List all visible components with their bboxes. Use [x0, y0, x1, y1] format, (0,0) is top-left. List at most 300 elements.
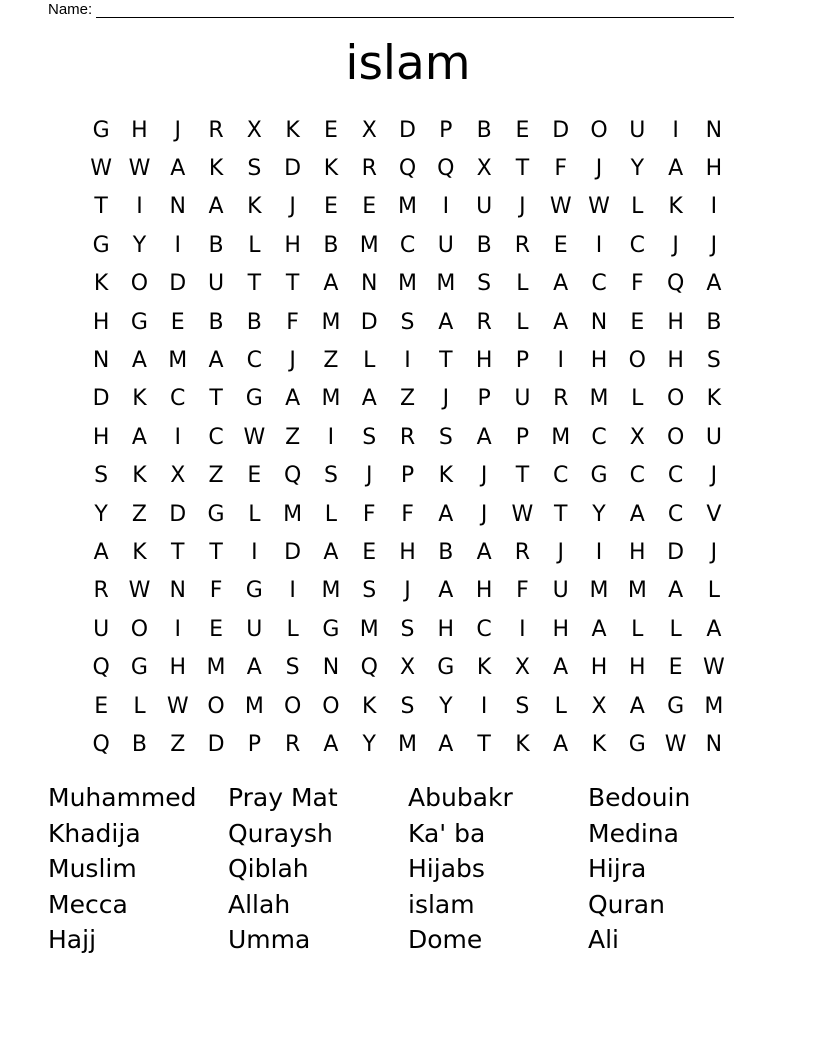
grid-letter[interactable]: E: [247, 463, 262, 489]
grid-letter[interactable]: Q: [398, 156, 417, 182]
grid-letter[interactable]: A: [553, 271, 569, 297]
grid-letter[interactable]: B: [208, 309, 224, 335]
grid-letter[interactable]: I: [480, 693, 488, 719]
grid-letter[interactable]: G: [628, 731, 646, 757]
grid-letter[interactable]: C: [591, 271, 607, 297]
grid-letter[interactable]: O: [590, 117, 608, 143]
grid-letter[interactable]: I: [672, 117, 679, 143]
grid-letter[interactable]: J: [174, 117, 181, 143]
grid-letter[interactable]: I: [289, 578, 296, 604]
grid-letter[interactable]: A: [323, 731, 339, 757]
grid-letter[interactable]: G: [207, 501, 225, 527]
grid-letter[interactable]: Z: [323, 348, 339, 374]
grid-letter[interactable]: I: [710, 194, 718, 220]
grid-letter[interactable]: E: [362, 539, 377, 565]
grid-letter[interactable]: K: [515, 731, 530, 757]
grid-letter[interactable]: V: [706, 501, 722, 527]
grid-letter[interactable]: S: [362, 424, 377, 450]
grid-letter[interactable]: M: [168, 348, 188, 374]
grid-letter[interactable]: H: [629, 539, 646, 565]
grid-letter[interactable]: A: [438, 578, 454, 604]
grid-letter[interactable]: H: [705, 156, 723, 182]
grid-letter[interactable]: L: [363, 348, 376, 374]
grid-letter[interactable]: Q: [92, 655, 110, 681]
grid-letter[interactable]: W: [549, 194, 572, 220]
grid-letter[interactable]: E: [209, 616, 223, 642]
grid-letter[interactable]: L: [631, 194, 644, 220]
grid-letter[interactable]: F: [554, 156, 568, 182]
grid-letter[interactable]: F: [630, 271, 644, 297]
grid-letter[interactable]: U: [552, 578, 569, 604]
grid-letter[interactable]: A: [131, 348, 147, 374]
grid-letter[interactable]: H: [437, 616, 455, 642]
grid-letter[interactable]: A: [629, 693, 645, 719]
grid-letter[interactable]: M: [321, 578, 341, 604]
grid-letter[interactable]: X: [399, 655, 416, 681]
grid-letter[interactable]: L: [516, 309, 529, 335]
grid-letter[interactable]: H: [92, 424, 110, 450]
grid-letter[interactable]: N: [705, 117, 723, 143]
grid-letter[interactable]: L: [324, 501, 338, 527]
grid-letter[interactable]: W: [664, 731, 687, 757]
grid-letter[interactable]: A: [131, 424, 147, 450]
grid-letter[interactable]: A: [246, 655, 262, 681]
grid-letter[interactable]: I: [327, 424, 335, 450]
word-list-item: Mecca: [48, 889, 128, 919]
grid-letter[interactable]: Y: [94, 501, 108, 527]
name-blank-line[interactable]: [96, 3, 734, 18]
grid-letter[interactable]: E: [323, 194, 338, 220]
grid-letter[interactable]: X: [476, 156, 492, 182]
grid-letter[interactable]: J: [710, 463, 718, 489]
grid-letter[interactable]: I: [174, 616, 181, 642]
grid-letter[interactable]: E: [515, 117, 530, 143]
grid-letter[interactable]: Z: [285, 424, 301, 450]
grid-letter[interactable]: R: [553, 386, 569, 412]
grid-letter[interactable]: Q: [283, 463, 302, 489]
grid-letter[interactable]: A: [476, 539, 492, 565]
grid-letter[interactable]: I: [519, 616, 526, 642]
grid-letter[interactable]: N: [169, 194, 186, 220]
grid-letter[interactable]: Y: [439, 693, 453, 719]
grid-letter[interactable]: L: [707, 578, 721, 604]
grid-letter[interactable]: D: [284, 156, 302, 182]
grid-letter[interactable]: Q: [666, 271, 685, 297]
grid-letter[interactable]: A: [706, 271, 722, 297]
grid-letter[interactable]: T: [94, 194, 108, 220]
grid-letter[interactable]: D: [399, 117, 416, 143]
grid-letter[interactable]: H: [629, 655, 646, 681]
grid-letter[interactable]: M: [359, 232, 379, 258]
grid-letter[interactable]: T: [209, 386, 223, 412]
grid-letter[interactable]: C: [476, 616, 492, 642]
grid-letter[interactable]: S: [323, 463, 338, 489]
grid-letter[interactable]: U: [629, 117, 646, 143]
grid-letter[interactable]: K: [668, 194, 683, 220]
grid-letter[interactable]: J: [519, 194, 526, 220]
grid-letter[interactable]: Y: [630, 156, 645, 182]
grid-letter[interactable]: D: [169, 501, 187, 527]
grid-letter[interactable]: B: [476, 117, 492, 143]
grid-letter[interactable]: B: [246, 309, 262, 335]
word-list-item: Ali: [588, 925, 619, 955]
grid-letter[interactable]: O: [283, 693, 302, 719]
grid-letter[interactable]: A: [361, 386, 377, 412]
grid-letter[interactable]: I: [136, 194, 143, 220]
grid-letter[interactable]: U: [207, 271, 225, 297]
grid-letter[interactable]: G: [245, 386, 263, 412]
grid-letter[interactable]: J: [557, 539, 564, 565]
grid-letter[interactable]: L: [248, 501, 261, 527]
word-list-item: Hajj: [48, 925, 97, 955]
grid-letter[interactable]: D: [207, 731, 225, 757]
grid-letter[interactable]: X: [361, 117, 377, 143]
grid-letter[interactable]: C: [591, 424, 607, 450]
grid-letter[interactable]: M: [398, 731, 418, 757]
grid-letter[interactable]: O: [130, 616, 149, 642]
grid-letter[interactable]: W: [511, 501, 534, 527]
grid-letter[interactable]: M: [321, 386, 341, 412]
grid-letter[interactable]: H: [590, 655, 608, 681]
grid-letter[interactable]: J: [672, 232, 679, 258]
grid-letter[interactable]: M: [551, 424, 571, 450]
grid-letter[interactable]: K: [132, 386, 147, 412]
grid-letter[interactable]: A: [323, 539, 339, 565]
grid-letter[interactable]: R: [208, 117, 224, 143]
grid-letter[interactable]: K: [93, 271, 109, 297]
grid-letter[interactable]: Y: [592, 501, 606, 527]
grid-letter[interactable]: T: [515, 463, 530, 489]
grid-letter[interactable]: Z: [208, 463, 224, 489]
grid-letter[interactable]: Z: [399, 386, 416, 412]
grid-letter[interactable]: P: [515, 424, 530, 450]
grid-letter[interactable]: Z: [131, 501, 147, 527]
grid-letter[interactable]: C: [553, 463, 569, 489]
grid-letter[interactable]: R: [514, 232, 531, 258]
grid-letter[interactable]: P: [515, 348, 530, 374]
grid-letter[interactable]: W: [588, 194, 610, 220]
grid-letter[interactable]: T: [209, 539, 223, 565]
grid-letter[interactable]: G: [667, 693, 685, 719]
grid-letter[interactable]: C: [667, 463, 684, 489]
grid-letter[interactable]: C: [170, 386, 186, 412]
grid-letter[interactable]: W: [128, 578, 151, 604]
word-list-item: Bedouin: [588, 783, 691, 812]
grid-letter[interactable]: K: [285, 117, 300, 143]
grid-letter[interactable]: F: [401, 501, 414, 527]
grid-letter[interactable]: I: [595, 539, 603, 565]
grid-letter[interactable]: W: [90, 156, 113, 182]
grid-letter[interactable]: B: [131, 731, 147, 757]
grid-letter[interactable]: P: [400, 463, 415, 489]
grid-letter[interactable]: T: [171, 539, 185, 565]
grid-letter[interactable]: G: [92, 232, 110, 258]
grid-letter[interactable]: B: [208, 232, 224, 258]
grid-letter[interactable]: A: [323, 271, 339, 297]
grid-letter[interactable]: G: [245, 578, 263, 604]
grid-letter[interactable]: P: [439, 117, 453, 143]
grid-letter[interactable]: R: [284, 731, 301, 757]
grid-letter[interactable]: M: [244, 693, 264, 719]
grid-letter[interactable]: C: [399, 232, 416, 258]
grid-letter[interactable]: M: [704, 693, 724, 719]
word-list-item: Pray Mat: [228, 783, 338, 812]
grid-letter[interactable]: J: [289, 348, 296, 374]
grid-letter[interactable]: D: [284, 539, 302, 565]
grid-letter[interactable]: I: [404, 348, 411, 374]
grid-letter[interactable]: B: [438, 539, 454, 565]
grid-letter[interactable]: M: [206, 655, 226, 681]
grid-letter[interactable]: J: [710, 232, 718, 258]
grid-letter[interactable]: A: [629, 501, 645, 527]
grid-letter[interactable]: R: [399, 424, 416, 450]
grid-letter[interactable]: U: [246, 616, 263, 642]
word-list-item: Umma: [228, 925, 311, 955]
grid-letter[interactable]: M: [359, 616, 379, 642]
grid-letter[interactable]: J: [365, 463, 373, 489]
grid-letter[interactable]: X: [514, 655, 530, 681]
grid-letter[interactable]: G: [322, 616, 340, 642]
grid-letter[interactable]: Y: [132, 232, 147, 258]
grid-letter[interactable]: F: [209, 578, 223, 604]
grid-letter[interactable]: R: [514, 539, 531, 565]
grid-letter[interactable]: N: [92, 348, 110, 374]
grid-letter[interactable]: H: [667, 309, 684, 335]
grid-letter[interactable]: E: [668, 655, 683, 681]
grid-letter[interactable]: N: [322, 655, 340, 681]
grid-letter[interactable]: H: [131, 117, 148, 143]
grid-letter[interactable]: I: [595, 232, 603, 258]
grid-letter[interactable]: I: [557, 348, 564, 374]
grid-letter[interactable]: H: [475, 578, 493, 604]
grid-letter[interactable]: T: [553, 501, 568, 527]
grid-letter[interactable]: H: [399, 539, 416, 565]
grid-letter[interactable]: F: [516, 578, 529, 604]
grid-letter[interactable]: J: [404, 578, 411, 604]
grid-letter[interactable]: B: [706, 309, 722, 335]
grid-letter[interactable]: N: [705, 731, 723, 757]
grid-letter[interactable]: A: [208, 348, 224, 374]
grid-letter[interactable]: C: [246, 348, 263, 374]
grid-letter[interactable]: L: [554, 693, 567, 719]
grid-letter[interactable]: E: [170, 309, 185, 335]
grid-letter[interactable]: M: [589, 386, 609, 412]
grid-letter[interactable]: C: [208, 424, 224, 450]
grid-letter[interactable]: E: [323, 117, 338, 143]
grid-letter[interactable]: S: [247, 156, 262, 182]
grid-letter[interactable]: J: [595, 156, 603, 182]
grid-letter[interactable]: K: [438, 463, 454, 489]
grid-letter[interactable]: A: [591, 616, 607, 642]
grid-letter[interactable]: F: [286, 309, 299, 335]
grid-letter[interactable]: K: [132, 539, 147, 565]
grid-letter[interactable]: A: [438, 731, 454, 757]
grid-letter[interactable]: M: [283, 501, 303, 527]
grid-letter[interactable]: R: [361, 156, 377, 182]
grid-letter[interactable]: F: [362, 501, 376, 527]
grid-letter[interactable]: M: [436, 271, 456, 297]
grid-letter[interactable]: C: [629, 232, 645, 258]
grid-letter[interactable]: D: [360, 309, 378, 335]
grid-letter[interactable]: O: [207, 693, 225, 719]
grid-letter[interactable]: U: [514, 386, 531, 412]
grid-letter[interactable]: A: [438, 309, 454, 335]
grid-letter[interactable]: L: [631, 616, 644, 642]
grid-letter[interactable]: I: [442, 194, 450, 220]
grid-letter[interactable]: L: [286, 616, 299, 642]
grid-letter[interactable]: O: [130, 271, 149, 297]
grid-letter[interactable]: N: [169, 578, 186, 604]
grid-letter[interactable]: H: [284, 232, 301, 258]
grid-letter[interactable]: A: [285, 386, 301, 412]
grid-letter[interactable]: Y: [362, 731, 376, 757]
grid-letter[interactable]: L: [133, 693, 146, 719]
grid-letter[interactable]: H: [590, 348, 608, 374]
grid-letter[interactable]: J: [442, 386, 450, 412]
grid-letter[interactable]: A: [93, 539, 109, 565]
word-list-item: Hijabs: [408, 854, 485, 884]
grid-letter[interactable]: M: [627, 578, 647, 604]
grid-letter[interactable]: M: [589, 578, 609, 604]
grid-letter[interactable]: E: [553, 232, 568, 258]
grid-letter[interactable]: E: [94, 693, 109, 719]
grid-letter[interactable]: X: [170, 463, 186, 489]
grid-letter[interactable]: S: [94, 463, 109, 489]
grid-letter[interactable]: K: [247, 194, 262, 220]
grid-letter[interactable]: R: [93, 578, 109, 604]
grid-letter[interactable]: J: [289, 194, 296, 220]
grid-letter[interactable]: G: [130, 309, 148, 335]
grid-letter[interactable]: S: [477, 271, 492, 297]
grid-letter[interactable]: K: [476, 655, 492, 681]
grid-letter[interactable]: T: [247, 271, 262, 297]
grid-letter[interactable]: T: [285, 271, 300, 297]
grid-letter[interactable]: Z: [170, 731, 186, 757]
grid-letter[interactable]: W: [243, 424, 266, 450]
grid-letter[interactable]: U: [476, 194, 493, 220]
grid-letter[interactable]: J: [480, 463, 488, 489]
grid-letter[interactable]: L: [631, 386, 644, 412]
grid-letter[interactable]: D: [92, 386, 110, 412]
grid-letter[interactable]: S: [515, 693, 530, 719]
grid-letter[interactable]: U: [93, 616, 110, 642]
grid-letter[interactable]: H: [169, 655, 187, 681]
grid-letter[interactable]: E: [362, 194, 377, 220]
grid-letter[interactable]: O: [666, 424, 685, 450]
word-list-item: Abubakr: [408, 783, 513, 812]
grid-letter[interactable]: U: [437, 232, 454, 258]
grid-letter[interactable]: G: [590, 463, 608, 489]
grid-letter[interactable]: A: [668, 578, 684, 604]
grid-letter[interactable]: S: [362, 578, 377, 604]
grid-letter[interactable]: W: [703, 655, 725, 681]
grid-letter[interactable]: K: [323, 156, 339, 182]
grid-letter[interactable]: A: [208, 194, 224, 220]
grid-letter[interactable]: A: [438, 501, 454, 527]
grid-letter[interactable]: B: [476, 232, 492, 258]
grid-letter[interactable]: G: [92, 117, 110, 143]
grid-letter[interactable]: Q: [360, 655, 378, 681]
grid-letter[interactable]: D: [169, 271, 187, 297]
grid-letter[interactable]: L: [248, 232, 261, 258]
grid-letter[interactable]: M: [321, 309, 341, 335]
grid-letter[interactable]: C: [667, 501, 684, 527]
grid-letter[interactable]: D: [552, 117, 570, 143]
grid-letter[interactable]: T: [439, 348, 453, 374]
grid-letter[interactable]: U: [705, 424, 722, 450]
grid-letter[interactable]: S: [438, 424, 453, 450]
grid-letter[interactable]: A: [706, 616, 722, 642]
grid-letter[interactable]: E: [630, 309, 645, 335]
grid-letter[interactable]: J: [710, 539, 718, 565]
grid-letter[interactable]: X: [246, 117, 262, 143]
grid-letter[interactable]: P: [247, 731, 261, 757]
grid-letter[interactable]: A: [170, 156, 186, 182]
grid-letter[interactable]: B: [323, 232, 339, 258]
grid-letter[interactable]: O: [666, 386, 685, 412]
grid-letter[interactable]: P: [477, 386, 491, 412]
grid-letter[interactable]: A: [476, 424, 492, 450]
word-list-item: Quran: [588, 889, 665, 919]
grid-letter[interactable]: A: [553, 655, 569, 681]
grid-letter[interactable]: G: [437, 655, 455, 681]
grid-letter[interactable]: A: [553, 309, 569, 335]
grid-letter[interactable]: K: [132, 463, 147, 489]
grid-letter[interactable]: S: [706, 348, 721, 374]
word-list-item: Ka' ba: [408, 818, 486, 848]
grid-letter[interactable]: W: [128, 156, 151, 182]
grid-letter[interactable]: X: [591, 693, 607, 719]
grid-letter[interactable]: A: [553, 731, 569, 757]
grid-letter[interactable]: R: [476, 309, 492, 335]
grid-letter[interactable]: G: [130, 655, 148, 681]
grid-letter[interactable]: K: [706, 386, 722, 412]
grid-letter[interactable]: I: [174, 232, 181, 258]
grid-letter[interactable]: T: [477, 731, 491, 757]
grid-letter[interactable]: S: [400, 693, 415, 719]
grid-letter[interactable]: S: [285, 655, 300, 681]
grid-letter[interactable]: O: [628, 348, 646, 374]
grid-letter[interactable]: J: [480, 501, 488, 527]
grid-letter[interactable]: D: [667, 539, 685, 565]
grid-letter[interactable]: H: [667, 348, 684, 374]
grid-letter[interactable]: Q: [92, 731, 110, 757]
grid-letter[interactable]: T: [515, 156, 530, 182]
grid-letter[interactable]: L: [516, 271, 529, 297]
grid-letter[interactable]: M: [398, 194, 418, 220]
grid-letter[interactable]: O: [322, 693, 340, 719]
grid-letter[interactable]: S: [400, 309, 415, 335]
grid-letter[interactable]: W: [166, 693, 189, 719]
grid-letter[interactable]: H: [552, 616, 569, 642]
grid-letter[interactable]: C: [629, 463, 645, 489]
grid-letter[interactable]: H: [92, 309, 110, 335]
grid-letter[interactable]: M: [398, 271, 418, 297]
grid-letter[interactable]: H: [475, 348, 493, 374]
grid-letter[interactable]: K: [362, 693, 377, 719]
grid-letter[interactable]: N: [360, 271, 378, 297]
grid-letter[interactable]: I: [174, 424, 181, 450]
grid-letter[interactable]: L: [669, 616, 682, 642]
grid-letter[interactable]: K: [591, 731, 607, 757]
grid-letter[interactable]: S: [400, 616, 415, 642]
grid-letter[interactable]: A: [668, 156, 684, 182]
grid-letter[interactable]: K: [208, 156, 224, 182]
grid-letter[interactable]: X: [629, 424, 645, 450]
grid-letter[interactable]: Q: [437, 156, 455, 182]
grid-letter[interactable]: I: [251, 539, 258, 565]
grid-letter[interactable]: N: [590, 309, 608, 335]
